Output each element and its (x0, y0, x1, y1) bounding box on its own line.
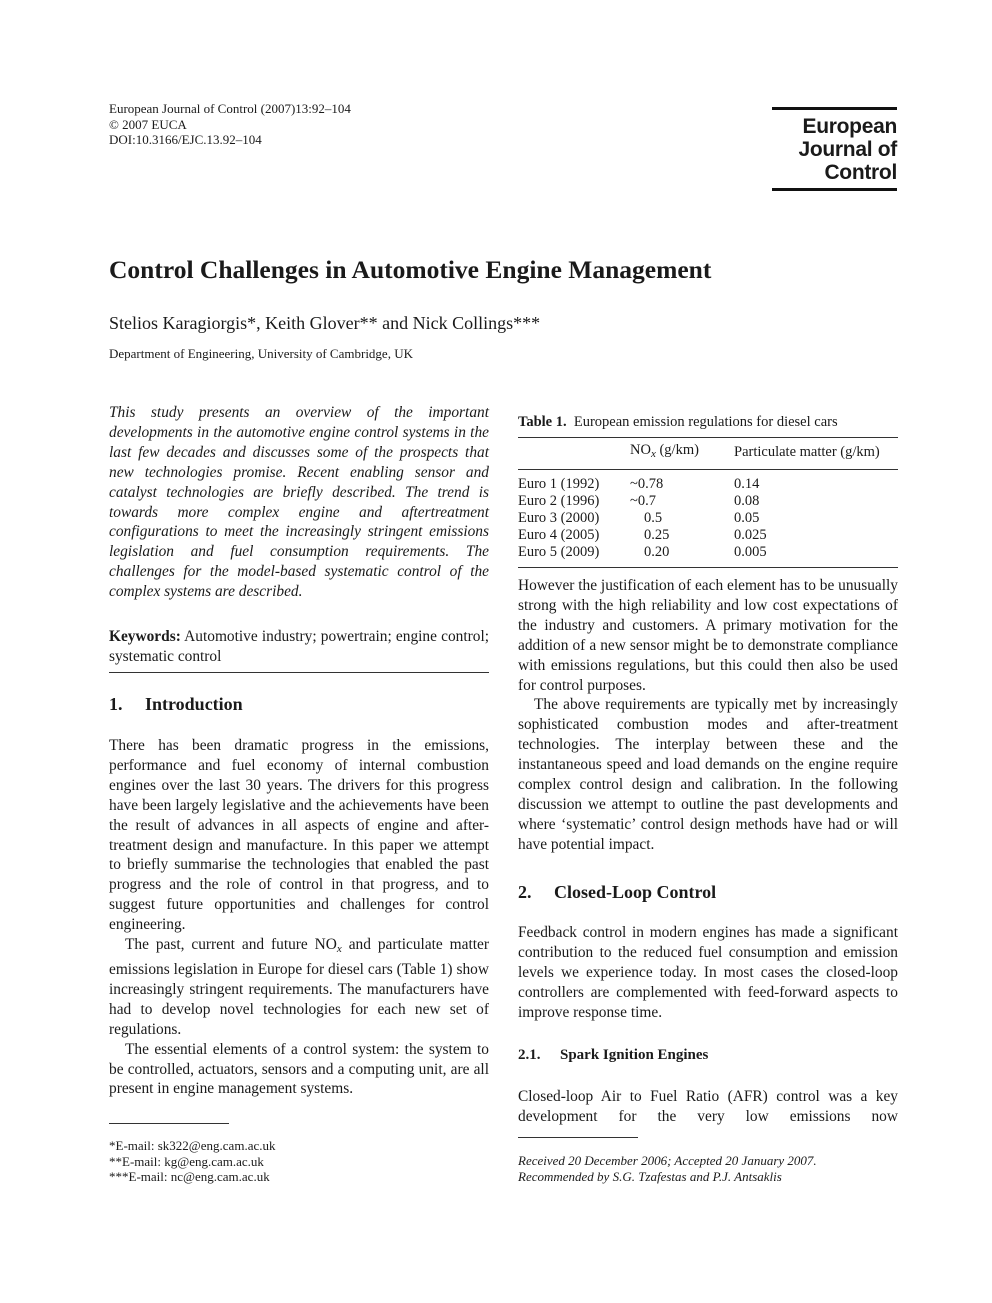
table-cell: 0.05 (734, 510, 760, 526)
table-header-cell: $NO_x$ (g/km) (630, 438, 734, 470)
table-cell: 0.025 (734, 527, 767, 543)
table-caption-label: Table 1. (518, 414, 567, 430)
affiliation: Department of Engineering, University of Cambridge, UK (109, 346, 413, 361)
section-2-1-body (518, 1087, 898, 1127)
footnote-rule (109, 1123, 229, 1124)
paragraph: The above requirements are typically met by increasingly sophisticated combustion modes and after-treatment technologies. The interplay between these and the instantaneous speed and load demands on the engine require complex control design and calibration. In the following discussion we attempt to outline the past developments and where ‘systematic’ control design methods have had or will have potential impact. (518, 696, 898, 853)
received-rule (518, 1137, 638, 1138)
paragraph (109, 935, 489, 1040)
subscript: x (336, 943, 342, 956)
table-cell: Euro 4 (2005) (518, 527, 600, 543)
paragraph: There has been dramatic progress in the emissions, performance and fuel economy of internal combustion engines over the last 30 years. The drivers for this progress have been largely legislative and the achievements have been the result of advances in all aspects of engine and after-treatment design and manufacture. In this paper we attempt to briefly summarise the technologies that enabled the past progress and the role of control in that progress, and to suggest future opportunities and challenges for control engineering. (109, 737, 489, 934)
paragraph: The essential elements of a control system: the system to be controlled, actuators, sensors and a computing unit, are all present in engine management systems. (109, 1040, 489, 1098)
emissions-table (518, 437, 898, 568)
keywords (109, 627, 489, 673)
table-row (518, 493, 898, 510)
table-cell: 0.25 (644, 527, 670, 543)
section-2-body (518, 923, 898, 1023)
table-header-cell (518, 438, 630, 470)
abstract: This study presents an overview of the important developments in the automotive engine control systems in the last few decades and discusses some of the prospects that new technologies promise. Recent enabling sensor and catalyst technologies are briefly described. The trend is towards more complex engine and aftertreatment configurations to meet the increasingly stringent emissions legislation and fuel consumption requirements. The challenges for the model-based systematic control of the complex systems are described. (109, 404, 489, 601)
section-2-title: Closed-Loop Control (554, 882, 717, 902)
table-header-cell: Particulate matter (g/km) (734, 438, 898, 470)
authors: Stelios Karagiorgis*, Keith Glover** and Nick Collings*** (109, 313, 541, 333)
section-1-title: Introduction (145, 694, 243, 714)
section-2-heading (518, 882, 716, 903)
footnote: **E-mail: kg@eng.cam.ac.uk (109, 1153, 264, 1169)
table-row (518, 544, 898, 568)
keywords-label: Keywords: (109, 628, 181, 645)
paper-title: Control Challenges in Automotive Engine Management (109, 255, 712, 284)
table-row (518, 510, 898, 527)
section-2-1-heading (518, 1047, 708, 1064)
paragraph-text: The past, current and future NO (125, 936, 337, 954)
section-1-body (109, 736, 489, 1099)
paragraph-text: and particulate matter emissions legislation in Europe for diesel cars (Table 1) show increasingly stringent requirements. The manufacturers have had to develop novel technologies for each new set of regulations. (109, 936, 489, 1038)
right-column-body (518, 576, 898, 855)
table-cell: Euro 1 (1992) (518, 476, 600, 492)
footnotes (109, 1138, 275, 1185)
footnote: ***E-mail: nc@eng.cam.ac.uk (109, 1169, 270, 1184)
table-cell: 0.5 (644, 510, 663, 526)
table-cell: 0.005 (734, 544, 767, 560)
table-caption-text: European emission regulations for diesel cars (573, 414, 838, 430)
doi: DOI:10.3166/EJC.13.92–104 (109, 132, 262, 147)
table-cell: 0.20 (644, 544, 670, 560)
journal-logo (772, 107, 897, 191)
received-info (518, 1153, 817, 1184)
copyright: © 2007 EUCA (109, 116, 187, 132)
logo-line-3: Control (824, 161, 897, 184)
table-row (518, 527, 898, 544)
table-cell: Euro 5 (2009) (518, 544, 600, 560)
table-cell: ~0.7 (630, 493, 656, 509)
table-header-row (518, 438, 898, 470)
table-cell: 0.08 (734, 493, 760, 509)
section-1-heading (109, 694, 243, 715)
journal-citation: European Journal of Control (2007)13:92–104 (109, 101, 351, 116)
footnote: *E-mail: sk322@eng.cam.ac.uk (109, 1138, 276, 1153)
table-cell: 0.14 (734, 476, 760, 492)
received-dates: Received 20 December 2006; Accepted 20 January 2007. (518, 1153, 817, 1168)
table-row (518, 470, 898, 494)
section-2-1-title: Spark Ignition Engines (560, 1047, 709, 1063)
section-1-number: 1. (109, 694, 123, 714)
paragraph: However the justification of each element has to be unusually strong with the high reliability and low cost expectations of the industry and customers. A primary motivation for the addition of a new sensor might be to demonstrate compliance with emissions regulations, but this could then also be used for control purposes. (518, 577, 898, 694)
table-caption (518, 414, 838, 431)
journal-header (109, 101, 351, 148)
recommended-by: Recommended by S.G. Tzafestas and P.J. Antsaklis (518, 1168, 782, 1184)
logo-line-2: Journal of (798, 138, 897, 161)
table-cell: ~0.78 (630, 476, 664, 492)
keywords-text: Automotive industry; powertrain; engine control; systematic control (109, 628, 489, 665)
table-cell: Euro 2 (1996) (518, 493, 600, 509)
section-2-number: 2. (518, 882, 532, 902)
table-cell: Euro 3 (2000) (518, 510, 600, 526)
logo-line-1: European (802, 115, 897, 138)
section-2-1-number: 2.1. (518, 1047, 541, 1063)
paragraph: Closed-loop Air to Fuel Ratio (AFR) control was a key development for the very low emissions now (518, 1088, 898, 1125)
paragraph: Feedback control in modern engines has made a significant contribution to the reduced fuel consumption and emission levels we experience today. In most cases the closed-loop controllers are complemented with feed-forward aspects to improve response time. (518, 924, 898, 1021)
